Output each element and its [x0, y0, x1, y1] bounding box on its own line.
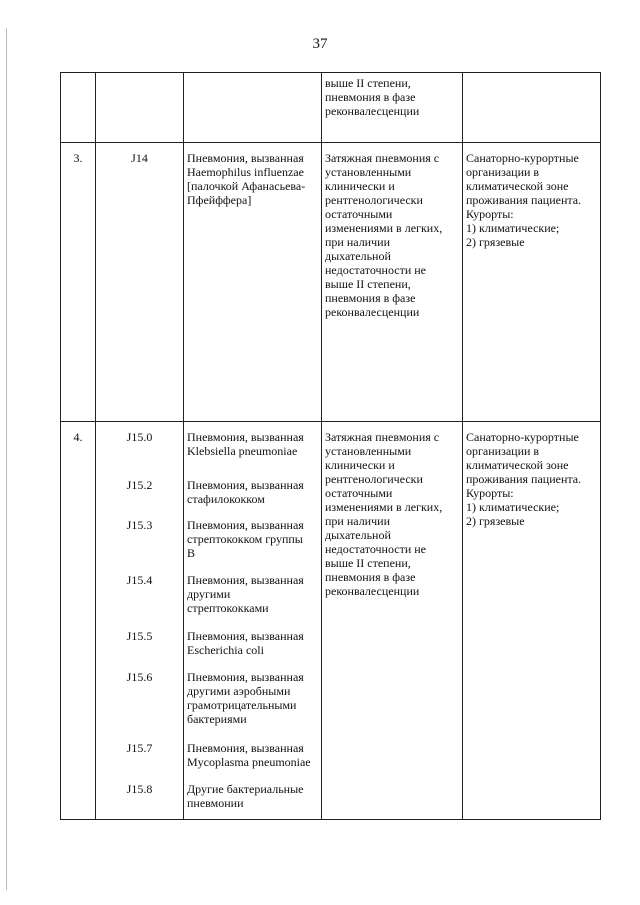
icd-code: J14 [96, 143, 184, 422]
icd-code: J15.5 [126, 629, 153, 643]
cell-num [61, 73, 96, 143]
diagnosis-text: Затяжная пневмония с установленными клинически и рентгенологически остаточными изменениями в легких, при наличии дыхательной недостаточности не выше II степени, пневмония в фазе реконвалесценции [322, 143, 463, 422]
scan-edge-line [6, 28, 7, 890]
disease-name: Пневмония, вызванная Haemophilus influenzae [палочкой Афанасьева- Пфейффера] [184, 143, 322, 422]
disease-name-column [184, 422, 322, 820]
treatment-text: Санаторно-курортные организации в климатической зоне проживания пациента. Курорты: 1) климатические; 2) грязевые [463, 422, 601, 820]
cell-treatment [463, 73, 601, 143]
cell-code [96, 73, 184, 143]
cell-diagnosis: выше II степени, пневмония в фазе реконвалесценции [322, 73, 463, 143]
disease-name: Пневмония, вызванная Klebsiella pneumoniae [187, 430, 304, 458]
treatment-text: Санаторно-курортные организации в климатической зоне проживания пациента. Курорты: 1) климатические; 2) грязевые [463, 143, 601, 422]
disease-name: Пневмония, вызванная другими аэробными грамотрицательными бактериями [187, 670, 304, 726]
treatment-table [60, 72, 601, 820]
icd-code: J15.7 [126, 741, 153, 755]
table-row [61, 143, 601, 422]
table-row-continuation [61, 73, 601, 143]
disease-name: Пневмония, вызванная стрептококком группы B [187, 518, 304, 560]
disease-name: Другие бактериальные пневмонии [187, 782, 304, 810]
icd-code: J15.3 [126, 518, 153, 532]
table-row [61, 422, 601, 820]
diagnosis-text: Затяжная пневмония с установленными клинически и рентгенологически остаточными изменениями в легких, при наличии дыхательной недостаточности не выше II степени, пневмония в фазе реконвалесценции [322, 422, 463, 820]
disease-name: Пневмония, вызванная стафилококком [187, 478, 304, 506]
icd-code: J15.4 [126, 573, 153, 587]
icd-code: J15.6 [126, 670, 153, 684]
disease-name: Пневмония, вызванная Escherichia coli [187, 629, 304, 657]
row-number: 4. [61, 422, 96, 820]
row-number: 3. [61, 143, 96, 422]
icd-code: J15.0 [126, 430, 153, 444]
cell-name [184, 73, 322, 143]
icd-code: J15.8 [126, 782, 153, 796]
disease-name: Пневмония, вызванная Mycoplasma pneumoniae [187, 741, 311, 769]
disease-name: Пневмония, вызванная другими стрептококками [187, 573, 304, 615]
icd-code: J15.2 [126, 478, 153, 492]
icd-code-column [96, 422, 184, 820]
page-number: 37 [312, 36, 328, 52]
